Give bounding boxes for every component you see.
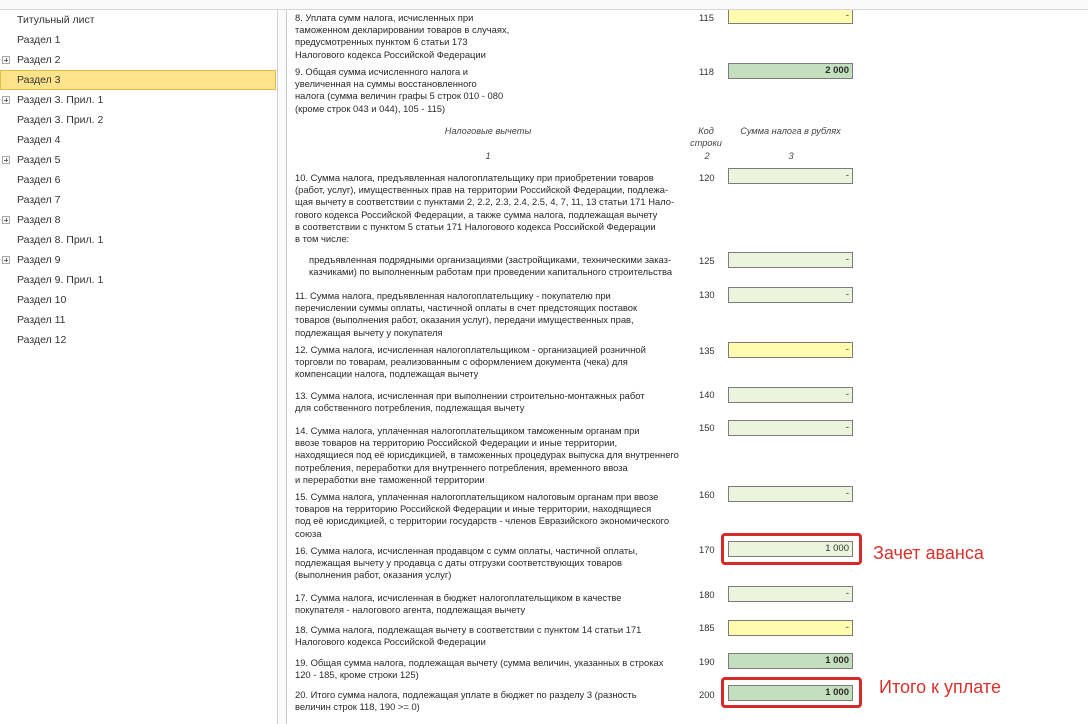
description-line: (работ, услуг), имущественных прав на территории Российской Федерации, подлежа- <box>295 184 669 196</box>
description-line: предъявленная подрядными организациями (застройщиками, техническими заказ- <box>309 254 672 265</box>
sidebar-item[interactable] <box>0 210 276 230</box>
row-code: 140 <box>699 389 715 400</box>
description-line: под её юрисдикцией, с территории государств - членов Евразийского экономического <box>295 515 670 527</box>
row-description <box>295 12 509 61</box>
row-description <box>295 689 637 713</box>
description-line: и переработки вне таможенной территории <box>295 473 485 485</box>
row-code: 150 <box>699 422 715 433</box>
description-line: перечислении суммы оплаты, частичной оплаты в счет предстоящих поставок <box>295 302 638 314</box>
row-code: 200 <box>699 689 715 700</box>
tax-amount-field-180[interactable]: - <box>728 586 853 602</box>
column-header-row-code-text: Код строки <box>690 126 722 148</box>
sidebar-item[interactable] <box>0 290 276 310</box>
expand-plus-icon[interactable] <box>2 156 10 164</box>
row-code: 190 <box>699 656 715 667</box>
tax-amount-field-185[interactable]: - <box>728 620 853 636</box>
column-number-2: 2 <box>704 151 710 161</box>
description-line: 8. Уплата сумм налога, исчисленных при <box>295 12 474 23</box>
description-line: Налогового кодекса Российской Федерации <box>295 636 486 648</box>
row-code: 125 <box>699 255 715 266</box>
tax-amount-field-135[interactable]: - <box>728 342 853 358</box>
column-number-1: 1 <box>485 151 491 161</box>
section-navigation <box>0 10 278 724</box>
sidebar-item-label: Раздел 1 <box>17 34 61 46</box>
sidebar-item-label: Раздел 5 <box>17 154 61 166</box>
tax-amount-field-140[interactable]: - <box>728 387 853 403</box>
description-line: 15. Сумма налога, уплаченная налогоплательщиком налоговым органам при ввозе <box>295 491 659 502</box>
sidebar-item[interactable] <box>0 330 276 350</box>
tax-amount-field-120[interactable]: - <box>728 168 853 184</box>
sidebar-item-label: Раздел 6 <box>17 174 61 186</box>
row-code: 185 <box>699 622 715 633</box>
description-line: подлежащая вычету у покупателя <box>295 326 443 338</box>
description-line: 19. Общая сумма налога, подлежащая вычету (сумма величин, указанных в строках <box>295 657 664 668</box>
description-line: 10. Сумма налога, предъявленная налогоплательщику при приобретении товаров <box>295 172 654 183</box>
description-line: увеличенная на суммы восстановленного <box>295 78 477 90</box>
description-line: величин строк 118, 190 >= 0) <box>295 701 420 713</box>
description-line: 9. Общая сумма исчисленного налога и <box>295 66 469 77</box>
sidebar-item-label: Раздел 3 <box>17 74 61 86</box>
row-code: 160 <box>699 489 715 500</box>
description-line: щая вычету в соответствии с пунктами 2, 2.2, 2.3, 2.4, 2.5, 4, 7, 11, 13 статьи 171 Нало- <box>295 196 675 208</box>
sidebar-item-label: Раздел 8. Прил. 1 <box>17 234 104 246</box>
description-line: 12. Сумма налога, исчисленная налогоплательщиком - организацией розничной <box>295 344 646 355</box>
description-line: налога (сумма величин графы 5 строк 010 - 080 <box>295 90 504 102</box>
tax-amount-field-160[interactable]: - <box>728 486 853 502</box>
description-line: в соответствии с пунктом 5 статьи 171 Налогового кодекса Российской Федерации <box>295 220 656 232</box>
description-line: 17. Сумма налога, исчисленная в бюджет налогоплательщиком в качестве <box>295 592 622 603</box>
row-code: 135 <box>699 345 715 356</box>
row-description <box>295 545 637 582</box>
sidebar-item-label: Раздел 9. Прил. 1 <box>17 274 104 286</box>
sidebar-item-label: Раздел 10 <box>17 294 67 306</box>
description-line: гового кодекса Российской Федерации, а также сумма налога, подлежащая вычету <box>295 208 658 220</box>
sidebar-item-label: Титульный лист <box>17 14 95 26</box>
sidebar-item[interactable] <box>0 90 276 110</box>
row-description <box>295 592 622 616</box>
description-line: 11. Сумма налога, предъявленная налогоплательщику - покупателю при <box>295 290 611 301</box>
tax-amount-field-190[interactable]: 1 000 <box>728 653 853 669</box>
description-line: союза <box>295 527 322 539</box>
expand-plus-icon[interactable] <box>2 56 10 64</box>
row-code: 180 <box>699 589 715 600</box>
description-line: для собственного потребления, подлежащая вычету <box>295 402 525 414</box>
description-line: подлежащая вычету у продавца с даты отгрузки соответствующих товаров <box>295 557 622 569</box>
description-line: таможенном декларировании товаров в случаях, <box>295 24 510 36</box>
sidebar-item[interactable] <box>0 190 276 210</box>
highlight-box <box>721 677 862 708</box>
annotation-label: Зачет аванса <box>873 543 984 563</box>
description-line: ввозе товаров на территорию Российской Федерации и иные территории, <box>295 437 618 449</box>
description-line: покупателя - налогового агента, подлежащая вычету <box>295 604 526 616</box>
row-description <box>295 390 645 414</box>
row-description <box>295 290 637 339</box>
sidebar-item-label: Раздел 11 <box>17 314 66 326</box>
sidebar-item-label: Раздел 4 <box>17 134 61 146</box>
sidebar-item-label: Раздел 3. Прил. 1 <box>17 94 104 106</box>
description-line: компенсации налога, подлежащая вычету <box>295 368 479 380</box>
description-line: 18. Сумма налога, подлежащая вычету в соответствии с пунктом 14 статьи 171 <box>295 624 642 635</box>
row-code: 130 <box>699 289 715 300</box>
tax-amount-field-150[interactable]: - <box>728 420 853 436</box>
section-3-form <box>288 10 1088 724</box>
sidebar-item[interactable] <box>0 10 276 30</box>
sidebar-item[interactable] <box>0 230 276 250</box>
annotation-label: Итого к уплате <box>879 677 1001 697</box>
description-line: 13. Сумма налога, исчисленная при выполнении строительно-монтажных работ <box>295 390 645 401</box>
sidebar-item[interactable] <box>0 50 276 70</box>
sidebar-item[interactable] <box>0 110 276 130</box>
row-code: 170 <box>699 544 715 555</box>
sidebar-item[interactable] <box>0 30 276 50</box>
sidebar-item-label: Раздел 7 <box>17 194 61 206</box>
column-header-tax-amount: Сумма налога в рублях <box>740 126 841 136</box>
row-code: 120 <box>699 172 715 183</box>
description-line: потребления, переработки для внутреннего потребления, временного ввоза <box>295 461 628 473</box>
row-description <box>295 172 674 245</box>
row-code: 115 <box>699 12 714 23</box>
description-line: 20. Итого сумма налога, подлежащая уплате в бюджет по разделу 3 (разность <box>295 689 637 700</box>
expand-plus-icon[interactable] <box>2 216 10 224</box>
tax-amount-field-200[interactable]: 1 000 <box>728 685 853 701</box>
row-description <box>295 344 646 381</box>
tax-amount-field-170[interactable]: 1 000 <box>728 541 853 557</box>
tax-amount-field-130[interactable]: - <box>728 287 853 303</box>
expand-plus-icon[interactable] <box>2 96 10 104</box>
description-line: в том числе: <box>295 233 350 245</box>
sidebar-item-label: Раздел 3. Прил. 2 <box>17 114 104 126</box>
description-line: (кроме строк 043 и 044), 105 - 115) <box>295 102 446 114</box>
description-line: 16. Сумма налога, исчисленная продавцом с сумм оплаты, частичной оплаты, <box>295 545 638 556</box>
row-description <box>295 66 503 115</box>
column-header-deductions: Налоговые вычеты <box>444 126 532 136</box>
sidebar-item[interactable] <box>0 270 276 290</box>
description-line: (выполнения работ, оказания услуг) <box>295 569 452 581</box>
row-description <box>295 624 641 648</box>
description-line: торговли по товарам, реализованным с оформлением документа (чека) для <box>295 356 628 368</box>
description-line: 120 - 185, кроме строки 125) <box>295 669 419 681</box>
sidebar-item-label: Раздел 9 <box>17 254 61 266</box>
sidebar-item[interactable] <box>0 130 276 150</box>
sidebar-item-label: Раздел 12 <box>17 334 67 346</box>
sidebar-item[interactable] <box>0 250 276 270</box>
tax-amount-field-125[interactable]: - <box>728 252 853 268</box>
sidebar-item[interactable] <box>0 150 276 170</box>
description-line: товаров (выполнения работ, оказания услуг), передачи имущественных прав, <box>295 314 634 326</box>
row-description <box>309 254 672 278</box>
row-description <box>295 425 679 486</box>
description-line: находящиеся под её юрисдикцией, в таможенных процедурах выпуска для внутреннего <box>295 449 679 461</box>
sidebar-item-label: Раздел 2 <box>17 54 61 66</box>
description-line: товаров на территорию Российской Федерации и иные территории, находящиеся <box>295 503 652 515</box>
description-line: 14. Сумма налога, уплаченная налогоплательщиком таможенным органам при <box>295 425 640 436</box>
sidebar-item[interactable] <box>0 170 276 190</box>
panel-splitter[interactable] <box>279 10 287 724</box>
row-code: 118 <box>699 66 714 77</box>
sidebar-item-label: Раздел 8 <box>17 214 61 226</box>
tax-amount-field-118[interactable]: 2 000 <box>728 63 853 79</box>
row-description <box>295 657 663 681</box>
description-line: Налогового кодекса Российской Федерации <box>295 48 486 60</box>
tax-amount-field-115[interactable]: - <box>728 10 853 24</box>
sidebar-item[interactable] <box>0 70 276 90</box>
highlight-box <box>721 533 862 565</box>
row-description <box>295 491 669 540</box>
window-top-bar <box>0 0 1088 10</box>
expand-plus-icon[interactable] <box>2 256 10 264</box>
description-line: предусмотренных пунктом 6 статьи 173 <box>295 36 468 48</box>
column-number-3: 3 <box>788 151 794 161</box>
column-header-row-code <box>688 125 724 149</box>
sidebar-item[interactable] <box>0 310 276 330</box>
description-line: казчиками) по выполненным работам при проведении капитального строительства <box>309 266 673 278</box>
